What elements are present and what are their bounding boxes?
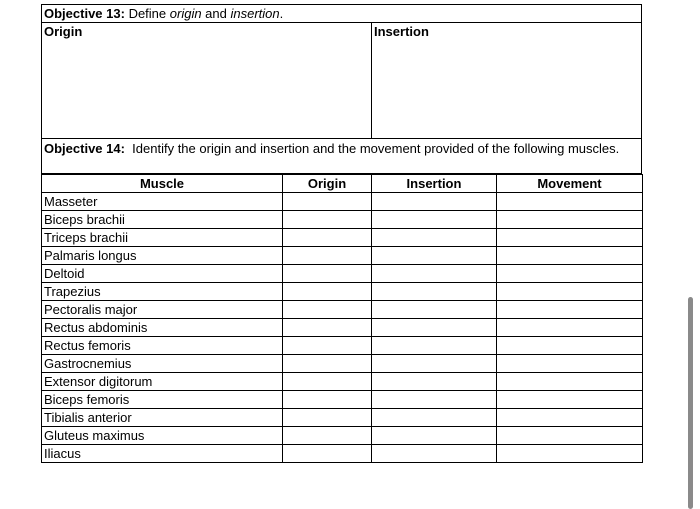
muscle-table-body xyxy=(42,193,643,463)
muscle-name-cell: Gastrocnemius xyxy=(42,355,283,373)
origin-insertion-box xyxy=(41,23,642,139)
insertion-answer-cell[interactable] xyxy=(372,229,497,247)
table-row xyxy=(42,265,643,283)
origin-answer-cell[interactable] xyxy=(283,301,372,319)
table-row xyxy=(42,337,643,355)
table-row xyxy=(42,409,643,427)
origin-answer-cell[interactable] xyxy=(42,23,372,138)
origin-answer-cell[interactable] xyxy=(283,337,372,355)
objective-13-term-origin: origin xyxy=(169,6,202,21)
origin-answer-cell[interactable] xyxy=(283,211,372,229)
vertical-scrollbar[interactable] xyxy=(688,297,693,509)
origin-answer-cell[interactable] xyxy=(283,409,372,427)
insertion-answer-cell[interactable] xyxy=(372,23,641,138)
muscle-name-cell: Biceps femoris xyxy=(42,391,283,409)
objective-13-text-mid: and xyxy=(201,6,231,21)
muscle-name-cell: Extensor digitorum xyxy=(42,373,283,391)
table-row xyxy=(42,373,643,391)
origin-answer-cell[interactable] xyxy=(283,247,372,265)
muscle-name-cell: Biceps brachii xyxy=(42,211,283,229)
insertion-answer-cell[interactable] xyxy=(372,247,497,265)
muscle-name-cell: Masseter xyxy=(42,193,283,211)
insertion-answer-cell[interactable] xyxy=(372,373,497,391)
origin-answer-cell[interactable] xyxy=(283,373,372,391)
table-row xyxy=(42,319,643,337)
muscle-name-cell: Deltoid xyxy=(42,265,283,283)
table-row xyxy=(42,193,643,211)
insertion-answer-cell[interactable] xyxy=(372,319,497,337)
muscle-name-cell: Palmaris longus xyxy=(42,247,283,265)
table-row xyxy=(42,301,643,319)
muscle-name-cell: Rectus femoris xyxy=(42,337,283,355)
insertion-answer-cell[interactable] xyxy=(372,355,497,373)
objective-14-label: Objective 14: xyxy=(44,141,125,156)
insertion-answer-cell[interactable] xyxy=(372,211,497,229)
origin-answer-cell[interactable] xyxy=(283,319,372,337)
movement-answer-cell[interactable] xyxy=(497,337,643,355)
objective-13-row xyxy=(41,4,642,23)
insertion-answer-cell[interactable] xyxy=(372,427,497,445)
origin-answer-cell[interactable] xyxy=(283,283,372,301)
objective-13-text-prefix: Define xyxy=(128,6,170,21)
header-origin: Origin xyxy=(283,175,372,193)
movement-answer-cell[interactable] xyxy=(497,193,643,211)
insertion-answer-cell[interactable] xyxy=(372,409,497,427)
header-movement: Movement xyxy=(497,175,643,193)
movement-answer-cell[interactable] xyxy=(497,445,643,463)
movement-answer-cell[interactable] xyxy=(497,427,643,445)
muscle-name-cell: Trapezius xyxy=(42,283,283,301)
objective-14-text: Identify the origin and insertion and the movement provided of the following muscles. xyxy=(132,141,620,156)
origin-answer-cell[interactable] xyxy=(283,445,372,463)
movement-answer-cell[interactable] xyxy=(497,319,643,337)
muscle-name-cell: Iliacus xyxy=(42,445,283,463)
header-muscle: Muscle xyxy=(42,175,283,193)
origin-answer-cell[interactable] xyxy=(283,193,372,211)
movement-answer-cell[interactable] xyxy=(497,229,643,247)
muscle-name-cell: Pectoralis major xyxy=(42,301,283,319)
movement-answer-cell[interactable] xyxy=(497,265,643,283)
insertion-answer-cell[interactable] xyxy=(372,301,497,319)
table-row xyxy=(42,283,643,301)
table-row xyxy=(42,391,643,409)
objective-13-term-insertion: insertion xyxy=(230,6,280,21)
table-row xyxy=(42,229,643,247)
table-row xyxy=(42,211,643,229)
table-row xyxy=(42,445,643,463)
movement-answer-cell[interactable] xyxy=(497,283,643,301)
movement-answer-cell[interactable] xyxy=(497,355,643,373)
table-row xyxy=(42,355,643,373)
muscle-name-cell: Gluteus maximus xyxy=(42,427,283,445)
origin-answer-cell[interactable] xyxy=(283,391,372,409)
table-row xyxy=(42,247,643,265)
muscle-name-cell: Triceps brachii xyxy=(42,229,283,247)
insertion-answer-cell[interactable] xyxy=(372,391,497,409)
objective-13-label: Objective 13: xyxy=(44,6,125,21)
movement-answer-cell[interactable] xyxy=(497,211,643,229)
insertion-answer-cell[interactable] xyxy=(372,445,497,463)
insertion-answer-cell[interactable] xyxy=(372,265,497,283)
origin-answer-cell[interactable] xyxy=(283,355,372,373)
muscle-table xyxy=(41,174,643,463)
worksheet xyxy=(41,4,642,463)
movement-answer-cell[interactable] xyxy=(497,247,643,265)
movement-answer-cell[interactable] xyxy=(497,409,643,427)
movement-answer-cell[interactable] xyxy=(497,373,643,391)
movement-answer-cell[interactable] xyxy=(497,391,643,409)
origin-answer-cell[interactable] xyxy=(283,265,372,283)
insertion-answer-cell[interactable] xyxy=(372,337,497,355)
muscle-name-cell: Tibialis anterior xyxy=(42,409,283,427)
objective-13-text-suffix: . xyxy=(279,6,284,21)
muscle-name-cell: Rectus abdominis xyxy=(42,319,283,337)
origin-answer-cell[interactable] xyxy=(283,229,372,247)
origin-answer-cell[interactable] xyxy=(283,427,372,445)
table-row xyxy=(42,427,643,445)
insertion-header: Insertion xyxy=(374,24,429,39)
objective-14-row xyxy=(41,139,642,174)
header-insertion: Insertion xyxy=(372,175,497,193)
origin-header: Origin xyxy=(44,24,83,39)
insertion-answer-cell[interactable] xyxy=(372,193,497,211)
movement-answer-cell[interactable] xyxy=(497,301,643,319)
muscle-table-header-row xyxy=(42,175,643,193)
insertion-answer-cell[interactable] xyxy=(372,283,497,301)
